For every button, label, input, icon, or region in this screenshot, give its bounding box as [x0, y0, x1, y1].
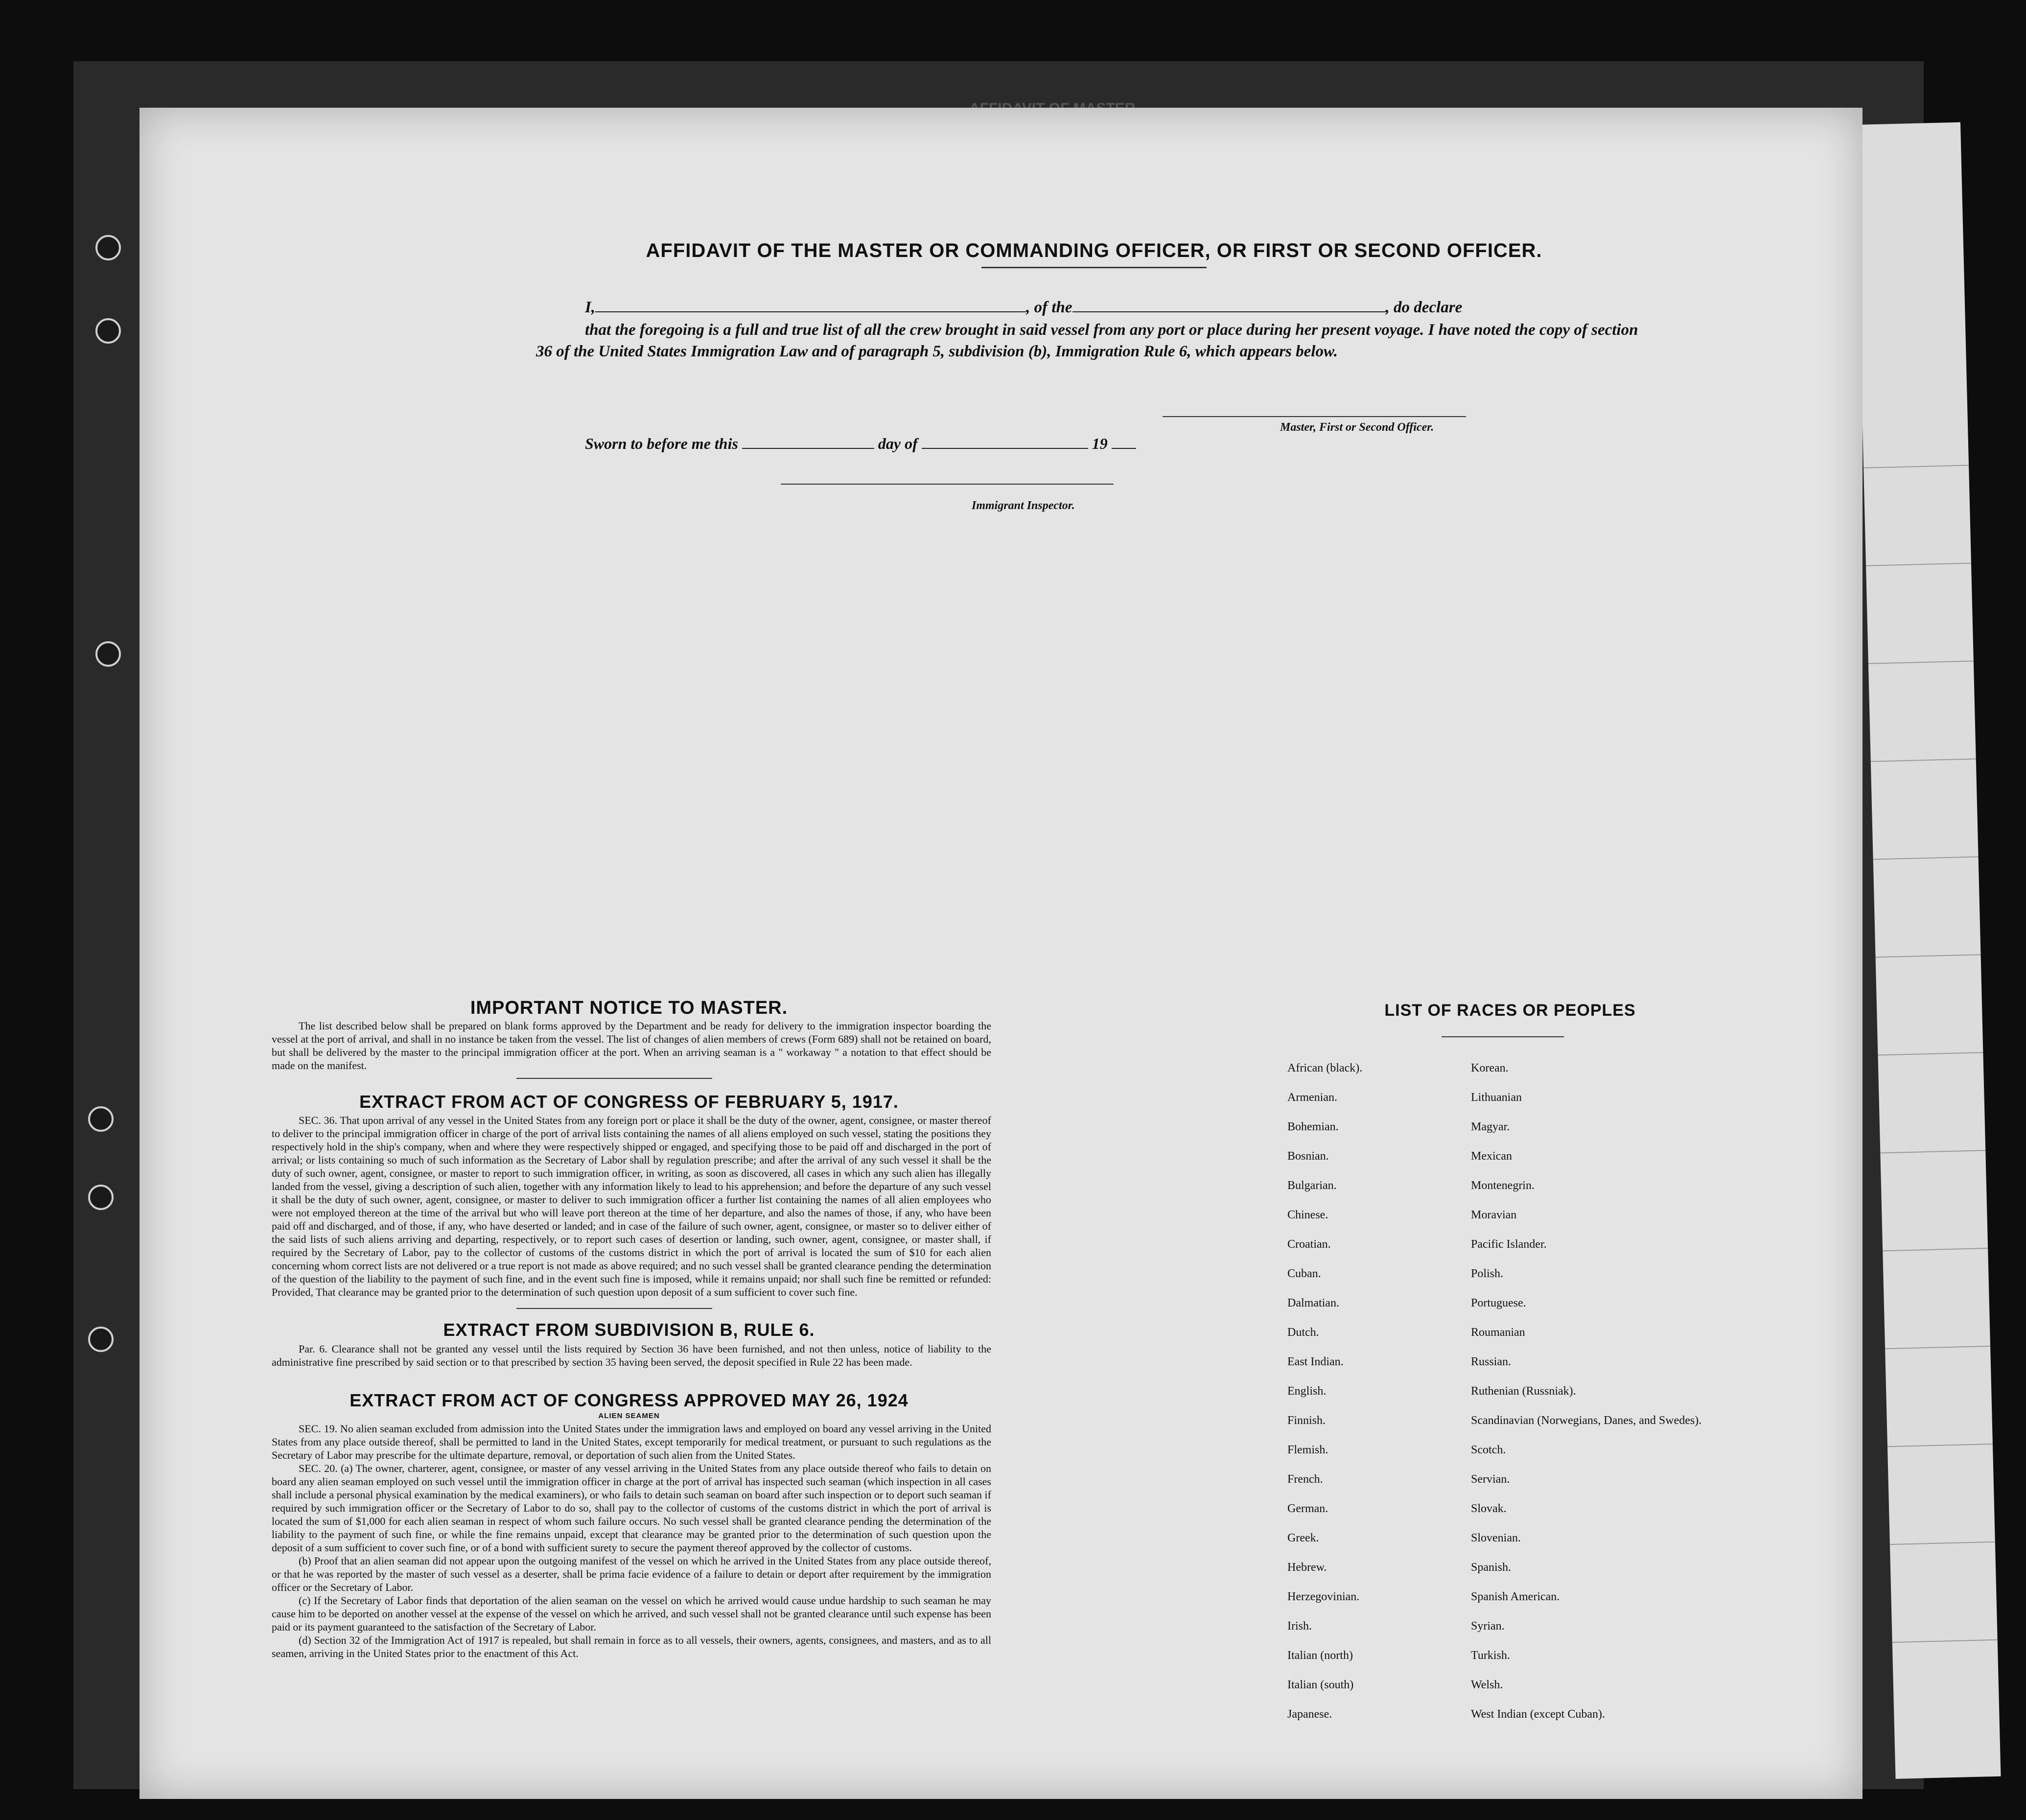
race-item: Cuban.: [1287, 1267, 1321, 1280]
race-item: Greek.: [1287, 1532, 1319, 1544]
inspector-signature-line[interactable]: [781, 484, 1114, 485]
affidavit-title: AFFIDAVIT OF THE MASTER OR COMMANDING OFFICER, OR FIRST OR SECOND OFFICER.: [646, 240, 1542, 261]
name-field[interactable]: [595, 311, 1026, 312]
race-item: Herzegovinian.: [1287, 1590, 1360, 1603]
extract-1924-title: EXTRACT FROM ACT OF CONGRESS APPROVED MAY 26, 1924: [349, 1390, 908, 1410]
extract-1924-p2: SEC. 20. (a) The owner, charterer, agent, consignee, or master of any vessel arriving in the United States from any place outside thereof who fails to detain on board any alien seaman employed on such vessel until the immigration officer in charge at the port of arrival has inspected such seaman (which inspection in all cases shall include a personal physical examination by the medical examiners), or who fails to detain such seaman on board after such inspection or to deport such seaman if required by such immigration officer or the Secretary of Labor to do so, shall pay to the collector of customs of the customs district in which the port of arrival is located the sum of $1,000 for each alien seaman in respect of whom such failure occurs. No such vessel shall be granted clearance pending the determination of the liability to the payment of such fine, or while the fine remains unpaid, except that clearance may be granted prior to the determination of such question upon the deposit of a sum sufficient to cover such fine, or of a bond with sufficient surety to secure the payment thereof approved by the collector of customs.: [272, 1462, 991, 1554]
affidavit-page: [140, 108, 1863, 1799]
race-item: Bulgarian.: [1287, 1179, 1337, 1192]
race-item: Ruthenian (Russniak).: [1471, 1385, 1576, 1398]
race-item: Montenegrin.: [1471, 1179, 1535, 1192]
extract-1917-title: EXTRACT FROM ACT OF CONGRESS OF FEBRUARY 5, 1917.: [359, 1092, 899, 1112]
race-item: Lithuanian: [1471, 1091, 1522, 1104]
affidavit-body: that the foregoing is a full and true list of all the crew brought in said vessel from any port or place during her present voyage. I have noted the copy of section 36 of the United States Immigration Law and of paragraph 5, subdivision (b), Immigration Rule 6, which appears below.: [536, 321, 1638, 360]
sworn-line: Sworn to before me this day of 19: [585, 435, 1136, 453]
race-item: Croatian.: [1287, 1238, 1331, 1251]
sworn-month-field[interactable]: [922, 448, 1088, 449]
affidavit-declare: , do declare: [1385, 299, 1463, 316]
binding-hole: [95, 318, 121, 344]
race-item: Spanish American.: [1471, 1590, 1560, 1603]
binding-hole: [88, 1327, 114, 1352]
binding-hole: [95, 235, 121, 260]
extract-1924-subtitle: ALIEN SEAMEN: [598, 1412, 660, 1420]
race-item: Dutch.: [1287, 1326, 1319, 1339]
race-item: Flemish.: [1287, 1444, 1328, 1456]
race-item: Irish.: [1287, 1620, 1312, 1633]
race-item: Syrian.: [1471, 1620, 1505, 1633]
race-item: Slovak.: [1471, 1502, 1507, 1515]
race-item: Spanish.: [1471, 1561, 1512, 1574]
race-item: Magyar.: [1471, 1120, 1510, 1133]
race-item: Hebrew.: [1287, 1561, 1327, 1574]
race-item: Italian (south): [1287, 1679, 1354, 1691]
race-item: Italian (north): [1287, 1649, 1353, 1662]
binding-hole: [88, 1106, 114, 1132]
binding-hole: [95, 641, 121, 667]
master-signature-line[interactable]: [1163, 416, 1466, 417]
extract-rule6-title: EXTRACT FROM SUBDIVISION B, RULE 6.: [443, 1320, 815, 1340]
race-item: Slovenian.: [1471, 1532, 1521, 1544]
races-left-column: [1287, 1053, 1362, 1729]
race-item: Welsh.: [1471, 1679, 1503, 1691]
races-right-column: [1471, 1053, 1701, 1729]
race-item: Mexican: [1471, 1150, 1512, 1163]
race-item: Moravian: [1471, 1209, 1517, 1221]
race-item: French.: [1287, 1473, 1323, 1486]
divider: [516, 1308, 712, 1309]
binding-hole: [88, 1185, 114, 1210]
race-item: West Indian (except Cuban).: [1471, 1708, 1605, 1721]
race-item: Korean.: [1471, 1062, 1509, 1074]
race-item: East Indian.: [1287, 1355, 1344, 1368]
race-item: Pacific Islander.: [1471, 1238, 1547, 1251]
sworn-day-field[interactable]: [742, 448, 874, 449]
extract-1917-text: SEC. 36. That upon arrival of any vessel in the United States from any foreign port or place it shall be the duty of the owner, agent, consignee, or master thereof to deliver to the principal immigration officer in charge of the port of arrival lists containing the names of all aliens employed on such vessel, stating the positions they respectively hold in the ship's company, when and where they were respectively shipped or engaged, and specifying those to be paid off and discharged in the port of arrival; or lists containing so much of such information as the Secretary of Labor shall by regulation prescribe; and after the arrival of any such vessel it shall be the duty of such owner, agent, consignee, or master to report to such immigration officer, in writing, as soon as discovered, all cases in which any such alien has illegally landed from the vessel, giving a description of such alien, together with any information likely to lead to his apprehension; and before the departure of any such vessel it shall be the duty of such owner, agent, consignee, or master to deliver to such immigration officer a further list containing the names of all alien employees who were not employed thereon at the time of the arrival but who will leave port thereon at the time of her departure, and also the names of those, if any, who have been paid off and discharged, and of those, if any, who have deserted or landed; and in case of the failure of such owner, agent, consignee, or master so to deliver either of the said lists of such aliens arriving and departing, respectively, or to report such cases of desertion or landing, such owner, agent, consignee, or master shall, if required by the Secretary of Labor, pay to the collector of customs of the customs district in which the port of arrival is located the sum of $10 for each alien concerning whom correct lists are not delivered or a true report is not made as above required; and no such vessel shall be granted clearance pending the determination of the question of the liability to the payment of such fine, and in the event such fine is imposed, while it remains unpaid; nor shall such fine be remitted or refunded: Provided, That clearance may be granted prior to the determination of such question upon deposit of a sum sufficient to cover such fine.: [272, 1114, 991, 1298]
divider: [981, 267, 1207, 268]
races-title: LIST OF RACES OR PEOPLES: [1384, 1001, 1636, 1020]
race-item: Turkish.: [1471, 1649, 1510, 1662]
race-item: Scotch.: [1471, 1444, 1506, 1456]
race-item: Portuguese.: [1471, 1297, 1526, 1309]
extract-1924-p5: (d) Section 32 of the Immigration Act of 1917 is repealed, but shall remain in force as to all vessels, their owners, agents, consignees, and masters, and as to all seamen, arriving in the United States prior to the enactment of this Act.: [272, 1634, 991, 1659]
extract-rule6-text: Par. 6. Clearance shall not be granted any vessel until the lists required by Section 36 have been furnished, and not then unless, notice of liability to the administrative fine prescribed by said section or to that prescribed by section 35 having been served, the deposit specified in Rule 22 has been made.: [272, 1343, 991, 1368]
race-item: Bohemian.: [1287, 1120, 1339, 1133]
extract-1924-p3: (b) Proof that an alien seaman did not appear upon the outgoing manifest of the vessel on which he arrived in the United States from any place outside thereof, or that he was reported by the master of such vessel as a deserter, shall be prima facie evidence of a failure to detain or deport after requirement by the immigration officer or the Secretary of Labor.: [272, 1555, 991, 1593]
inspector-label: Immigrant Inspector.: [972, 499, 1075, 512]
race-item: Chinese.: [1287, 1209, 1328, 1221]
race-item: Servian.: [1471, 1473, 1510, 1486]
race-item: Russian.: [1471, 1355, 1512, 1368]
race-item: Japanese.: [1287, 1708, 1332, 1721]
master-signature-label: Master, First or Second Officer.: [1280, 421, 1434, 434]
affidavit-of-the: , of the: [1026, 299, 1072, 316]
race-item: African (black).: [1287, 1062, 1363, 1074]
race-item: Scandinavian (Norwegians, Danes, and Swedes).: [1471, 1414, 1702, 1427]
divider: [516, 1078, 712, 1079]
extract-1924-p1: SEC. 19. No alien seaman excluded from admission into the United States under the immigration laws and employed on board any vessel arriving in the United States from any place outside thereof, shall be permitted to land in the United States, except temporarily for medical treatment, or pursuant to such regulations as the Secretary of Labor may prescribe for the ultimate departure, removal, or deportation of such alien from the United States.: [272, 1423, 991, 1461]
extract-1924-p4: (c) If the Secretary of Labor finds that deportation of the alien seaman on the vessel on which he arrived would cause undue hardship to such seaman he may cause him to be deported on another vessel at the expense of the vessel on which he arrived, and such vessel shall not be granted clearance until such expense has been paid or its payment guaranteed to the satisfaction of the Secretary of Labor.: [272, 1594, 991, 1633]
race-item: English.: [1287, 1385, 1327, 1398]
sworn-year-field[interactable]: [1112, 448, 1136, 449]
vessel-field[interactable]: [1072, 311, 1386, 312]
notice-text: The list described below shall be prepared on blank forms approved by the Department and be ready for delivery to the immigration inspector boarding the vessel at the port of arrival, and shall in no instance be taken from the vessel. The list of changes of alien members of crews (Form 689) shall not be retained on board, but shall be delivered by the master to the principal immigration officer at the port. When an arriving seaman is a " workaway " a notation to that effect should be made on the manifest.: [272, 1020, 991, 1072]
race-item: German.: [1287, 1502, 1328, 1515]
notice-title: IMPORTANT NOTICE TO MASTER.: [470, 998, 788, 1018]
race-item: Polish.: [1471, 1267, 1504, 1280]
divider: [1442, 1036, 1564, 1037]
race-item: Dalmatian.: [1287, 1297, 1339, 1309]
affidavit-line-1: [585, 299, 1642, 317]
affidavit-i: I,: [585, 299, 596, 316]
race-item: Roumanian: [1471, 1326, 1525, 1339]
race-item: Finnish.: [1287, 1414, 1326, 1427]
race-item: Bosnian.: [1287, 1150, 1329, 1163]
race-item: Armenian.: [1287, 1091, 1337, 1104]
extract-1924-text: [272, 1422, 991, 1660]
